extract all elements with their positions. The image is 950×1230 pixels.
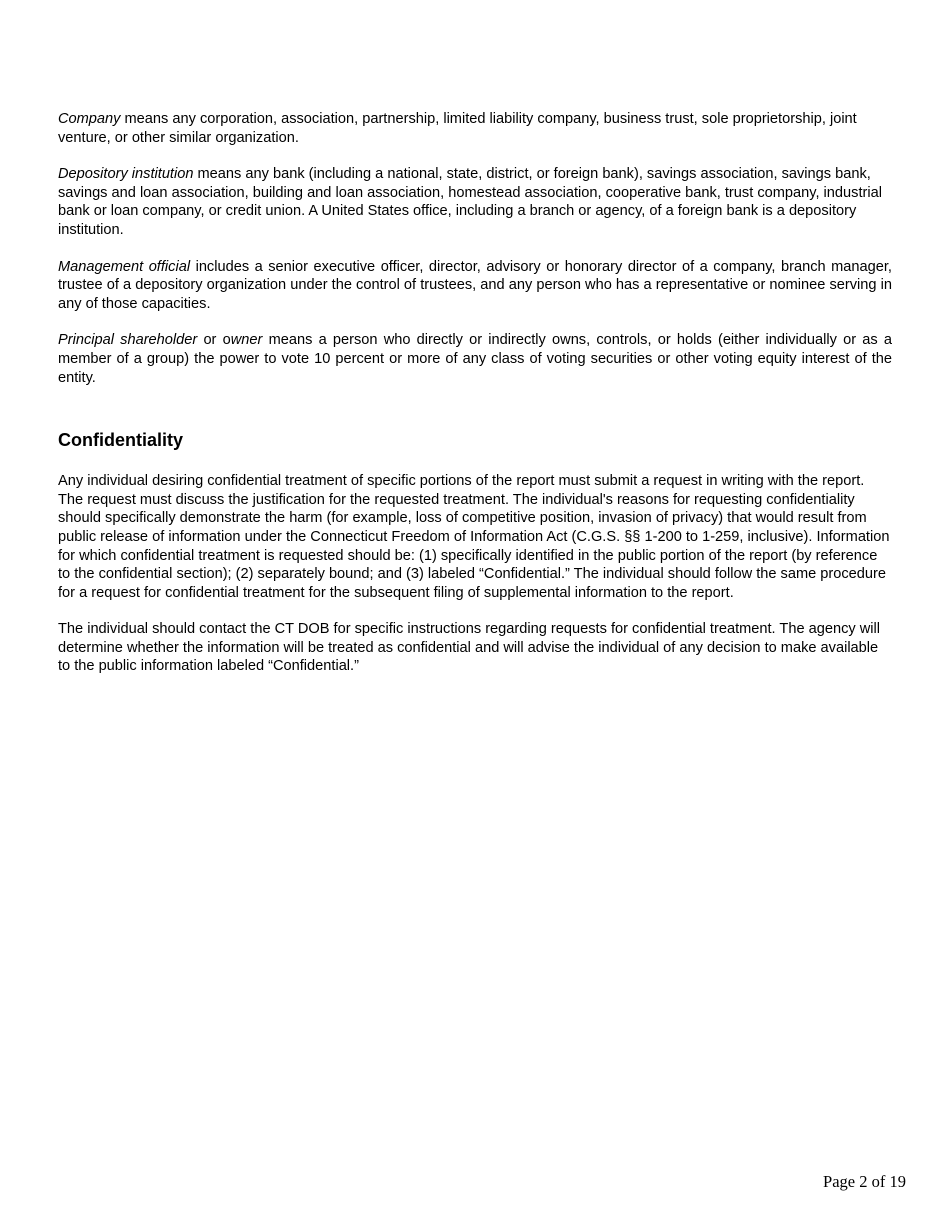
section-heading-confidentiality: Confidentiality [58,430,183,451]
definition-company [58,110,892,147]
definition-term: Company [58,111,121,127]
definition-text: means any bank (including a national, state, district, or foreign bank), savings association, savings bank, savings and loan association, building and loan association, homestead association, cooperative bank, trust company, industrial bank or loan company, or credit union. A United States office, including a branch or agency, of a foreign bank is a depository institution. [58,166,882,238]
page-number: Page 2 of 19 [823,1172,906,1191]
definition-term: Depository institution [58,166,194,183]
definition-text: means a person who directly or indirectly owns, controls, or holds (either individually or as a member of a group) the power to vote 10 percent or more of any class of voting securities or other voting equity interest of the entity. [58,332,892,386]
definition-connector: or o [197,332,231,349]
definition-term: Principal shareholder [58,332,198,349]
confidentiality-paragraph: The individual should contact the CT DOB for specific instructions regarding requests for confidential treatment. The agency will determine whether the information will be treated as confidential and will advise the individual of any decision to make available to the public information labeled “Confidential.” [58,621,880,675]
definition-text: means any corporation, association, partnership, limited liability company, business trust, sole proprietorship, joint venture, or other similar organization. [58,111,857,146]
definition-depository-institution [58,165,892,239]
page-body [58,110,892,694]
definition-management-official [58,258,892,314]
definition-text: includes a senior executive officer, director, advisory or honorary director of a company, branch manager, trustee of a depository organization under the control of trustees, and any person who has a representative or nominee serving in any of those capacities. [58,258,892,312]
definition-principal-shareholder [58,331,892,387]
definition-term: Management official [58,258,191,275]
confidentiality-paragraph: Any individual desiring confidential treatment of specific portions of the report must submit a request in writing with the report. The request must discuss the justification for the requested treatment. The individual's reasons for requesting confidentiality should specifically demonstrate the harm (for example, loss of competitive position, invasion of privacy) that would result from public release of information under the Connecticut Freedom of Information Act (C.G.S. §§ 1-200 to 1-259, inclusive). Information for which confidential treatment is requested should be: (1) specifically identified in the public portion of the report (by reference to the confidential section); (2) separately bound; and (3) labeled “Confidential.” The individual should follow the same procedure for a request for confidential treatment for the subsequent filing of supplemental information to the report. [58,473,890,601]
definition-term-secondary: wner [230,332,263,349]
